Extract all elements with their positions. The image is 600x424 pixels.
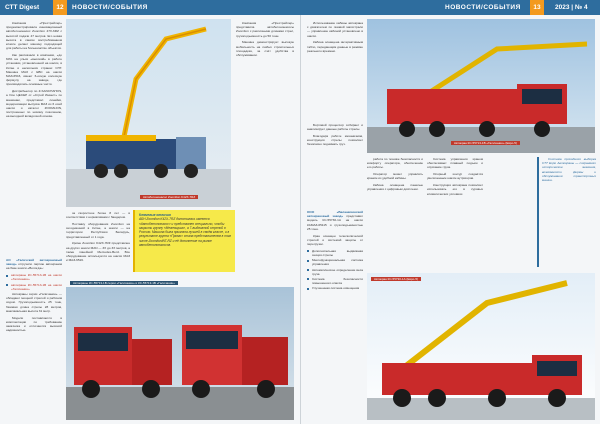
right-page	[300, 15, 600, 424]
list-item: Дополнительная выдвижная секция стрелы	[307, 249, 363, 257]
truck-illustration	[66, 287, 294, 420]
concrete-pump-illustration	[66, 19, 231, 207]
article-column-9	[367, 157, 423, 267]
list-item: Система безопасности повышенного класса	[307, 277, 363, 285]
list-item: автокраны КС-55713-1В на шасси «Галичанин»	[6, 283, 62, 291]
paragraph: представил модель КС-55730-1А на шасси КАМАЗ-65115 и грузоподъемностью 25 тонн.	[307, 214, 363, 231]
note-text: АБН Zoomlion K42X-7RZ дополнилась имеется «Автобетононасос» и представлен специально, чтобы закрыть группу «Межевщика», а 7-выдвижной стрелой в Россию. Машина была признана лучшей в своём классе, и в результате группа «Промо» стала представителем в том числе ZoomlionINT-RZ и её дополнение на рынке автобетононасосов.	[139, 217, 231, 248]
crane-illustration-2	[367, 273, 595, 420]
article-column-8	[307, 210, 363, 420]
article-column-2	[66, 211, 130, 273]
paragraph: Оператор может управлять краном из удобной кабины.	[367, 172, 423, 181]
paragraph: Модели поставляются в комплектации по требованию заказчика и отличаются высокой надёжностью.	[6, 315, 62, 333]
paragraph: Конструкция автокрана позволяет использовать его в суровых климатических условиях.	[427, 183, 483, 196]
photo-caption: Автокраны КС-55713-1В серии «Галичанин» и КС-55713-1В «Галичанин»	[70, 281, 178, 285]
article-column-7	[307, 123, 363, 209]
paragraph: Кран оснащен телескопической стрелой и системой защиты от перегрузки.	[307, 233, 363, 247]
crane-truck-photo	[367, 19, 595, 153]
paragraph: работа по технике безопасности и комфорту оператора, обеспечению его работы.	[367, 157, 423, 170]
paragraph: Система проходного выборка СТТ Expo Автокраны — сохраняют исторические значения, возможности фирмы и обслуживания транспортных машин.	[542, 157, 596, 183]
page-number-right: 13	[530, 0, 544, 15]
subheading: ООО «Балашихинский автокрановый завод»	[307, 210, 363, 219]
section-title-right: НОВОСТИ/СОБЫТИЯ	[445, 4, 521, 11]
page-header	[0, 0, 600, 15]
article-column-3	[236, 21, 294, 275]
paragraph: Бортовой процессор собирает и анализирует данные работы стрелы.	[307, 123, 363, 132]
left-page	[0, 15, 300, 424]
article-column-10	[427, 157, 483, 267]
paragraph: за скоростное более 8 лет — в соответствии с нормативами с бандером.	[66, 211, 130, 220]
photo-caption: Автокран КС-55713-1В «Галичанин» (Евро-5)	[451, 141, 520, 145]
paragraph: Кабина оснащена интерактивным табло, передающим данные в режиме реального времени.	[307, 40, 363, 53]
paragraph: Опорный контур создаётся увеличенным шагом аутригеров.	[427, 172, 483, 181]
section-title-left: НОВОСТИ/СОБЫТИЯ	[72, 4, 148, 11]
concrete-pump-photo	[66, 19, 231, 207]
paragraph: Машина демонстрирует высокую мобильность на любых строительных площадках, за счёт удобства в обслуживании.	[236, 40, 294, 58]
crane-list	[6, 273, 62, 291]
paragraph: Использование кабины автокрана с двигателем по газовой магистрали — управление кабиной установлено в шасси.	[307, 21, 363, 38]
paragraph: Кабина оснащена панелью управления с цифровым дисплеем.	[367, 183, 423, 192]
list-item: Автоматическое определение веса груза	[307, 268, 363, 276]
crane-illustration	[367, 19, 595, 153]
paragraph: Компания «Престрейлер» продемонстрировала инновационный автобетононасос Zoomlion 47X-6RZ с высотой подачи 47 метров. Его новая высота в самом востребованном классе делает машину подходящей для работы на большинстве объектов.	[6, 21, 62, 51]
article-column-1	[6, 21, 62, 253]
subheading: АО «Галичский автокрановый завод»	[6, 258, 62, 267]
paragraph: Система управления краном обеспечивает плавный подъем и опускание груза.	[427, 157, 483, 170]
paragraph: Кроме Zoomlion K42X-7RZ представлен на других шасси MAN — 3X до 3X метров, а также линейной Mercedes-Benz. Все оборудование используется на шасси МАЗ и МАЗ-6516.	[66, 241, 130, 263]
list-item: Улучшенная система освещения	[307, 286, 363, 290]
paragraph: Как рассказали в компании, «до 60% на ульях «высокий» в работе установки, установленной на шасси, в Китае и нескольких странах СНГ. Машина МАЗ с ЕВС на шасси МАЗ-6516, имеют 6-осную колесную формулу на заводе, где производились основные части.	[6, 53, 62, 87]
page-number-left: 12	[53, 0, 67, 15]
brand-left: СТТ Digest	[5, 4, 40, 11]
cranes-trucks-photo	[66, 287, 294, 420]
article-column-4	[6, 258, 62, 420]
list-item: Многофункциональная система управления	[307, 258, 363, 266]
features-list	[307, 249, 363, 291]
side-note-bar	[537, 157, 539, 267]
paragraph: Автокраны серии «Галичанин» — обладают мощной стрелой и рабочим ходом. Грузоподъемность 25 тонн, базовая длина стрелы 28 метров, максимальная высота 31 метр.	[6, 292, 62, 313]
paragraph: отгрузило партию автокранов на базе шасси «Вологда»:	[6, 262, 62, 271]
highlight-note	[133, 210, 235, 272]
note-title: Ключевые отличия	[139, 213, 171, 217]
issue-number: 2023 | № 4	[555, 4, 588, 11]
side-note	[542, 157, 596, 267]
list-item: автокраны КС-55713-1В на шасси «Галичанин»	[6, 273, 62, 281]
paragraph: Компания «Престрейлер» представила автобетононасосы Zoomlion с различными длинами стрел, грузоподъемность до 50 тонн.	[236, 21, 294, 38]
paragraph: Поставку оборудования Zoomlion на сегодняшний в Китае, а шасси — на территории Республики Беларусь, представленный от 1 года.	[66, 222, 130, 239]
paragraph: Дистрибьютор по Z-SANCHAHOS, а Ооо ЦЕСЕР от «Строй Инвест» по машинам, представил линейки, модернизации выпуска МАЗ из 6 осей шасси и каталог ZOOMLION, построенных по новому поколению, на выгодной вкладочной основе.	[6, 89, 62, 119]
magazine-spread	[0, 15, 600, 424]
photo-caption: Автобетононасос Zoomlion K42X-7RZ	[140, 195, 198, 199]
article-column-6	[307, 21, 363, 121]
paragraph: Благодаря работе механизмов, конструкция стрелы позволяет безопасно поднимать груз.	[307, 134, 363, 147]
crane-photo-2	[367, 273, 595, 420]
photo-caption: Автокран КС-55730-1А (Евро-5)	[371, 277, 421, 281]
